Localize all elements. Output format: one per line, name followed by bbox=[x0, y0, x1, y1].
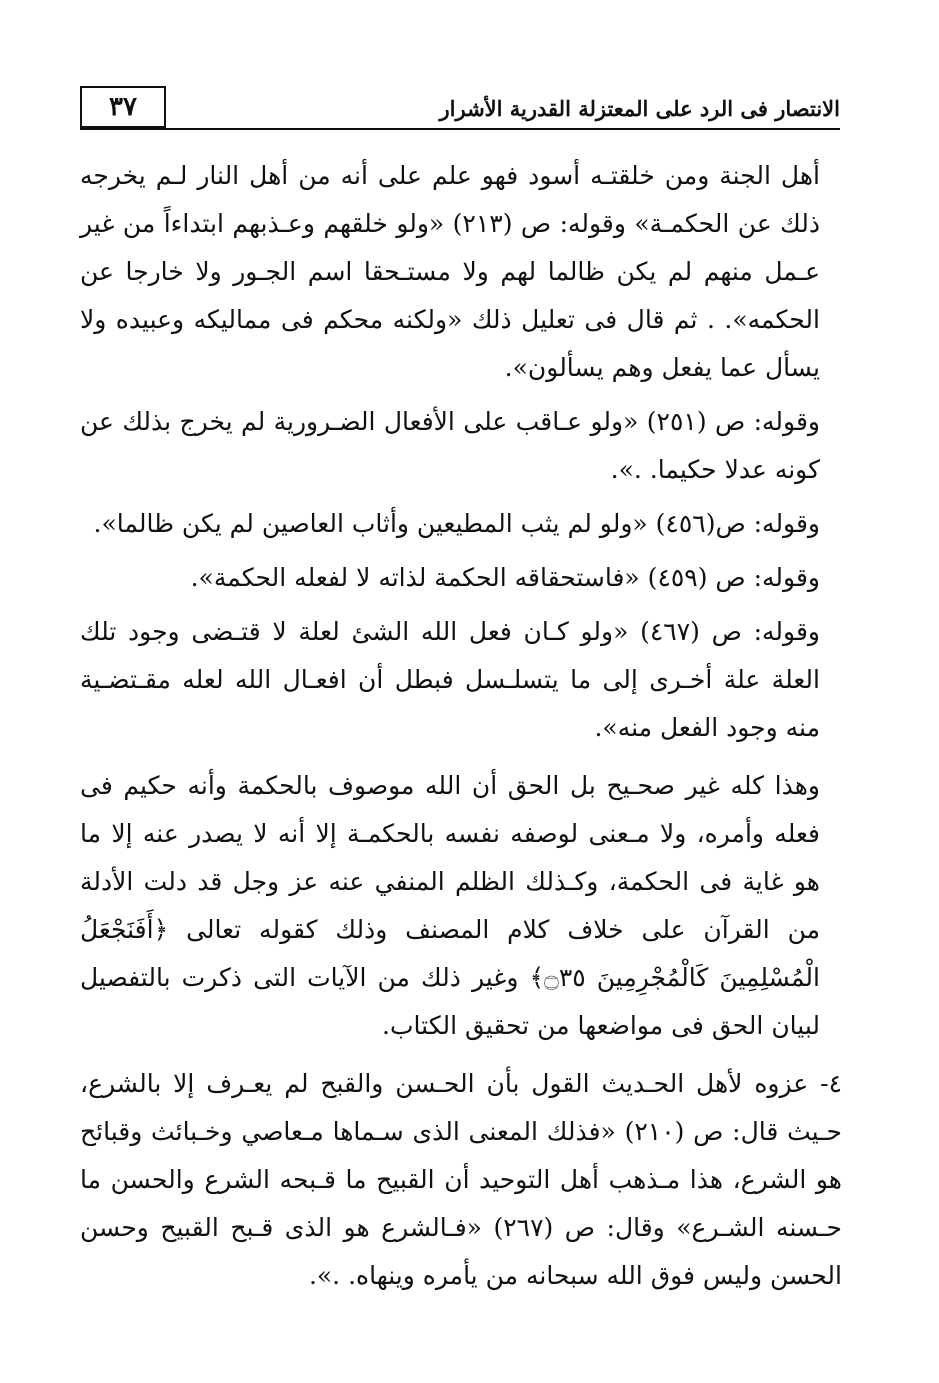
paragraph-1: أهل الجنة ومن خلقتـه أسود فهو علم على أنه من أهل النار لـم يخرجه ذلك عن الحكمـة» وقوله: ص (٢١٣) «ولو خلقهم وعـذبهم ابتداءاً من غير عـمل منهم لم يكن ظالما لهم ولا مستـحقا اسم الجـور ولا خارجا عن الحكمه». . ثم قال فى تعليل ذلك «ولكنه محكم فى مماليكه وعبيده ولا يسأل عما يفعل وهم يسألون». bbox=[80, 161, 821, 382]
paragraph-4: وقوله: ص (٤٥٩) «فاستحقاقه الحكمة لذاته لا لفعله الحكمة». bbox=[190, 563, 820, 592]
paragraph-3: وقوله: ص(٤٥٦) «ولو لم يثب المطيعين وأثاب العاصين لم يكن ظالما». bbox=[93, 509, 820, 538]
list-item-4 bbox=[80, 1060, 842, 1300]
paragraph-6: وهذا كله غير صحـيح بل الحق أن الله موصوف بالحكمة وأنه حكيم فى فعله وأمره، ولا مـعنى لوصفه نفسه بالحكمـة إلا أنه لا يصدر عنه إلا ما هو غاية فى الحكمة، وكـذلك الظلم المنفي عنه عز وجل قد دلت الأدلة من القرآن على خلاف كلام المصنف وذلك كقوله تعالى ﴿أَفَنَجْعَلُ الْمُسْلِمِينَ كَالْمُجْرِمِينَ ۝٣٥﴾ وغير ذلك من الآيات التى ذكرت بالتفصيل لبيان الحق فى مواضعها من تحقيق الكتاب. bbox=[80, 771, 820, 1040]
page-number: ٣٧ bbox=[80, 86, 166, 128]
page-body bbox=[80, 152, 842, 1306]
page-header bbox=[80, 82, 840, 132]
list-item-number: ٤- bbox=[820, 1069, 842, 1098]
list-item-text: عزوه لأهل الحـديث القول بأن الحـسن والقبح لم يعـرف إلا بالشرع، حـيث قال: ص (٢١٠) «فذلك المعنى الذى سـماها مـعاصي وخـبائث وقبائح هو الشرع، هذا مـذهب أهل التوحيد أن القبيح ما قـبحه الشرع والحسن ما حـسنه الشـرع» وقال: ص (٢٦٧) «فـالشرع هو الذى قـبح القبيح وحسن الحسن وليس فوق الله سبحانه من يأمره وينهاه. .». bbox=[80, 1069, 842, 1290]
paragraph-2: وقوله: ص (٢٥١) «ولو عـاقب على الأفعال الضـرورية لم يخرج بذلك عن كونه عدلا حكيما. .». bbox=[80, 407, 820, 484]
running-title: الانتصار فى الرد على المعتزلة القدرية الأشرار bbox=[439, 96, 840, 121]
paragraph-5: وقوله: ص (٤٦٧) «ولو كـان فعل الله الشئ لعلة لا قتـضى وجود تلك العلة علة أخـرى إلى ما يتسلـسل فبطل أن افعـال الله لعله مقـتضـية منه وجود الفعل منه». bbox=[80, 617, 820, 742]
header-rule bbox=[80, 128, 840, 130]
